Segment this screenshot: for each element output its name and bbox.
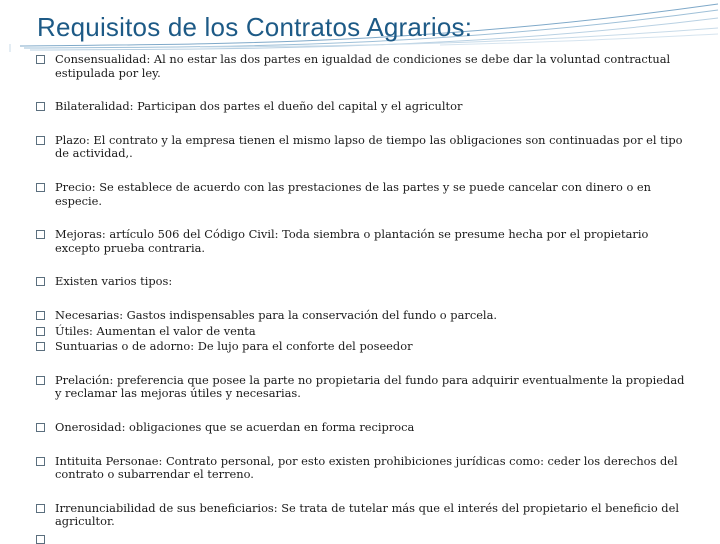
- list-item-text: Plazo: El contrato y la empresa tienen el mismo lapso de tiempo las obligaciones son continuadas por el tipo de actividad,.: [55, 132, 683, 161]
- list-item-text: Irrenunciabilidad de sus beneficiarios: Se trata de tutelar más que el interés del propietario el beneficio del agricultor.: [55, 500, 679, 529]
- checkbox-square-icon: [36, 504, 45, 513]
- list-item: [36, 309, 686, 323]
- list-item: [36, 100, 686, 114]
- list-item-text: Suntuarias o de adorno: De lujo para el conforte del poseedor: [55, 339, 413, 354]
- list-item-text: Precio: Se establece de acuerdo con las prestaciones de las partes y se puede cancelar con dinero o en especie.: [55, 179, 652, 208]
- checkbox-square-icon: [36, 327, 45, 336]
- list-item-text: Consensualidad: Al no estar las dos partes en igualdad de condiciones se debe dar la voluntad contractual estipulada por ley.: [55, 52, 671, 80]
- checkbox-square-icon: [36, 230, 45, 239]
- checkbox-square-icon: [36, 311, 45, 320]
- checkbox-square-icon: [36, 136, 45, 145]
- list-item: [36, 275, 686, 289]
- checkbox-square-icon: [36, 376, 45, 385]
- checkbox-square-icon: [36, 277, 45, 286]
- page-title: Requisitos de los Contratos Agrarios:: [37, 12, 473, 42]
- list-item: [36, 374, 686, 401]
- list-item-text: Existen varios tipos:: [55, 274, 173, 289]
- list-item-text: Intituita Personae: Contrato personal, por esto existen prohibiciones jurídicas como: ceder los derechos del contrato o subarrendar el terreno.: [55, 453, 678, 482]
- checkbox-square-icon: [36, 342, 45, 351]
- list-item: [36, 181, 686, 208]
- list-item: [36, 421, 686, 435]
- list-item: [36, 455, 686, 482]
- checkbox-square-icon: [36, 457, 45, 466]
- list-item: [36, 134, 686, 161]
- list-item: [36, 502, 686, 529]
- list-item-text: Onerosidad: obligaciones que se acuerdan en forma reciproca: [55, 419, 415, 434]
- list-item-text: Bilateralidad: Participan dos partes el dueño del capital y el agricultor: [55, 99, 463, 114]
- checkbox-square-icon: [36, 55, 45, 64]
- list-item-text: Útiles: Aumentan el valor de venta: [55, 323, 256, 338]
- list-item: [36, 53, 686, 80]
- list-item-text: Necesarias: Gastos indispensables para la conservación del fundo o parcela.: [55, 307, 497, 322]
- list-item-text: Prelación: preferencia que posee la parte no propietaria del fundo para adquirir eventualmente la propiedad y reclamar las mejoras útiles y necesarias.: [55, 372, 685, 401]
- list-item-text: Mejoras: artículo 506 del Código Civil: Toda siembra o plantación se presume hecha por el propietario excepto prueba contraria.: [55, 227, 649, 255]
- list-item: [36, 340, 686, 354]
- checkbox-square-icon: [36, 183, 45, 192]
- list-item: [36, 228, 686, 255]
- list-item: [36, 325, 686, 339]
- checkbox-square-icon: [36, 102, 45, 111]
- requirements-list: [36, 53, 686, 529]
- checkbox-square-icon: [36, 423, 45, 432]
